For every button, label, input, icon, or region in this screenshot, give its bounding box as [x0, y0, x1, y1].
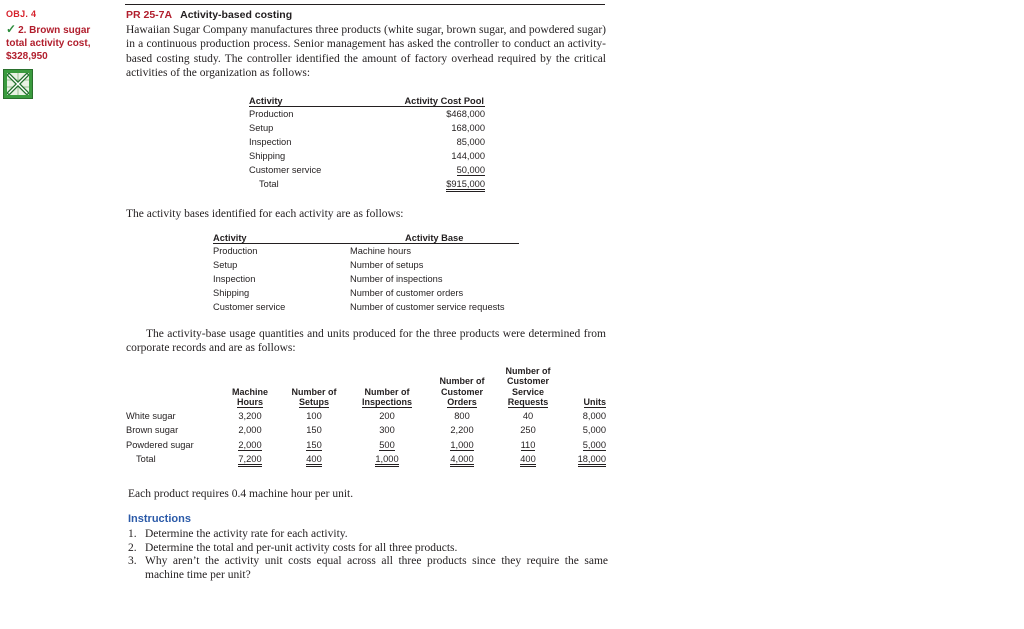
activity-cell: Customer service	[249, 165, 322, 175]
usage-cell: 500	[379, 439, 395, 450]
table-row	[249, 135, 485, 149]
usage-cell: 150	[306, 425, 322, 436]
instruction-item	[128, 542, 608, 556]
instruction-number: 3.	[128, 555, 137, 567]
cost-cell: 85,000	[456, 137, 485, 147]
col-header-inspections: Number of Inspections	[361, 386, 412, 408]
table-row	[213, 244, 519, 259]
usage-cell: 100	[306, 410, 322, 421]
instructions-title: Instructions	[128, 513, 191, 525]
activity-cell: Setup	[213, 260, 238, 270]
base-cell: Machine hours	[350, 246, 411, 256]
usage-cell: 250	[520, 425, 536, 436]
table-row	[249, 121, 485, 135]
usage-cell: 2,000	[238, 439, 262, 450]
col-header-setups: Number of Setups	[291, 386, 337, 408]
usage-cell: 40	[522, 410, 534, 421]
cost-cell: 144,000	[451, 151, 485, 161]
total-label: Total	[259, 179, 279, 189]
excel-icon[interactable]	[3, 69, 33, 99]
usage-cell: 2,200	[450, 425, 474, 436]
instruction-text: Determine the activity rate for each activity.	[145, 528, 348, 540]
total-value: $915,000	[446, 179, 485, 192]
usage-total-cell: 18,000	[559, 452, 606, 467]
usage-cell: 2,000	[238, 425, 262, 436]
activity-cell: Setup	[249, 123, 274, 133]
activity-cell: Shipping	[249, 151, 286, 161]
header-blank	[126, 366, 219, 409]
activity-cell: Customer service	[213, 302, 286, 312]
activity-bases-table	[213, 231, 519, 314]
cost-cell	[361, 163, 485, 177]
cost-value: 50,000	[456, 165, 485, 175]
base-cell: Number of inspections	[350, 274, 443, 284]
activity-cell: Inspection	[249, 137, 292, 147]
usage-total-cell: 1,000	[347, 452, 427, 467]
instruction-text: Why aren’t the activity unit costs equal across all three products since they require the same machine time per unit?	[145, 555, 608, 581]
base-cell: Number of customer service requests	[350, 302, 505, 312]
col-header-activity-base: Activity Base	[350, 231, 519, 244]
usage-cell: 8,000	[582, 410, 606, 421]
usage-cell: 300	[379, 425, 395, 436]
table-row	[213, 258, 519, 272]
usage-intro: The activity-base usage quantities and units produced for the three products were determined from corporate records and are as follows:	[126, 328, 606, 355]
activity-cell: Production	[249, 109, 294, 119]
table-row	[213, 272, 519, 286]
instruction-item	[128, 528, 608, 542]
intro-paragraph: Hawaiian Sugar Company manufactures three products (white sugar, brown sugar, and powdered sugar) in a continuous production process. Senior management has asked the controller to conduct an activity-based costing study. The controller identified the amount of factory overhead required by the critical activities of the organization as follows:	[126, 24, 606, 79]
usage-cell: 150	[306, 439, 322, 450]
total-cell	[361, 177, 485, 191]
total-label: Total	[136, 454, 156, 465]
col-header-service-requests: Number of Customer Service Requests	[505, 366, 551, 408]
usage-cell: 200	[379, 410, 395, 421]
table-row	[249, 107, 485, 122]
col-header-activity: Activity	[213, 231, 350, 244]
table-row	[126, 423, 606, 438]
activity-cell: Production	[213, 246, 258, 256]
col-header-cost-pool: Activity Cost Pool	[361, 93, 485, 107]
objective-label: OBJ. 4	[6, 9, 37, 19]
col-header-activity: Activity	[249, 93, 361, 107]
usage-cell: 800	[454, 410, 470, 421]
top-rule	[125, 4, 605, 5]
activity-usage-table	[126, 366, 606, 467]
cost-cell: 168,000	[451, 123, 485, 133]
product-label: Powdered sugar	[126, 439, 194, 450]
usage-total-cell: 4,000	[427, 452, 497, 467]
base-cell: Number of customer orders	[350, 288, 464, 298]
table-row	[249, 163, 485, 177]
machine-note: Each product requires 0.4 machine hour per unit.	[128, 488, 354, 500]
usage-cell: 5,000	[582, 439, 606, 450]
problem-code: PR 25-7A	[126, 9, 173, 21]
product-label: White sugar	[126, 410, 176, 421]
product-label: Brown sugar	[126, 425, 179, 436]
base-cell: Number of setups	[350, 260, 424, 270]
hint-line-3: $328,950	[6, 51, 48, 62]
activity-cell: Inspection	[213, 274, 256, 284]
table-row	[126, 438, 606, 453]
problem-title-text: Activity-based costing	[180, 9, 293, 21]
activity-cost-pool-table	[249, 93, 485, 191]
table-row	[249, 149, 485, 163]
instruction-number: 2.	[128, 541, 137, 554]
activity-cell: Shipping	[213, 288, 250, 298]
usage-cell: 1,000	[450, 439, 474, 450]
col-header-machine-hours: Machine Hours	[231, 386, 268, 408]
usage-total-cell: 7,200	[219, 452, 281, 467]
answer-hint	[6, 23, 118, 63]
check-icon: ✓	[6, 22, 17, 36]
hint-line-2: total activity cost,	[6, 38, 91, 49]
problem-block	[126, 9, 606, 80]
instructions-list	[128, 528, 608, 582]
margin-sidebar	[6, 9, 118, 63]
col-header-customer-orders: Number of Customer Orders	[439, 376, 485, 408]
usage-cell: 110	[520, 439, 536, 450]
usage-total-cell: 400	[281, 452, 347, 467]
bases-intro: The activity bases identified for each activity are as follows:	[126, 208, 404, 220]
total-row	[126, 452, 606, 467]
usage-cell: 5,000	[582, 425, 606, 436]
instruction-text: Determine the total and per-unit activity costs for all three products.	[145, 541, 458, 554]
instruction-number: 1.	[128, 528, 137, 540]
col-header-units: Units	[583, 397, 606, 408]
total-row	[249, 177, 485, 191]
usage-total-cell: 400	[497, 452, 559, 467]
table-row	[213, 286, 519, 300]
problem-title	[126, 9, 606, 21]
usage-cell: 3,200	[238, 410, 262, 421]
hint-line-1: 2. Brown sugar	[18, 25, 91, 36]
instruction-item	[128, 555, 608, 582]
cost-cell: $468,000	[446, 109, 485, 119]
table-row	[126, 409, 606, 424]
table-row	[213, 300, 519, 314]
